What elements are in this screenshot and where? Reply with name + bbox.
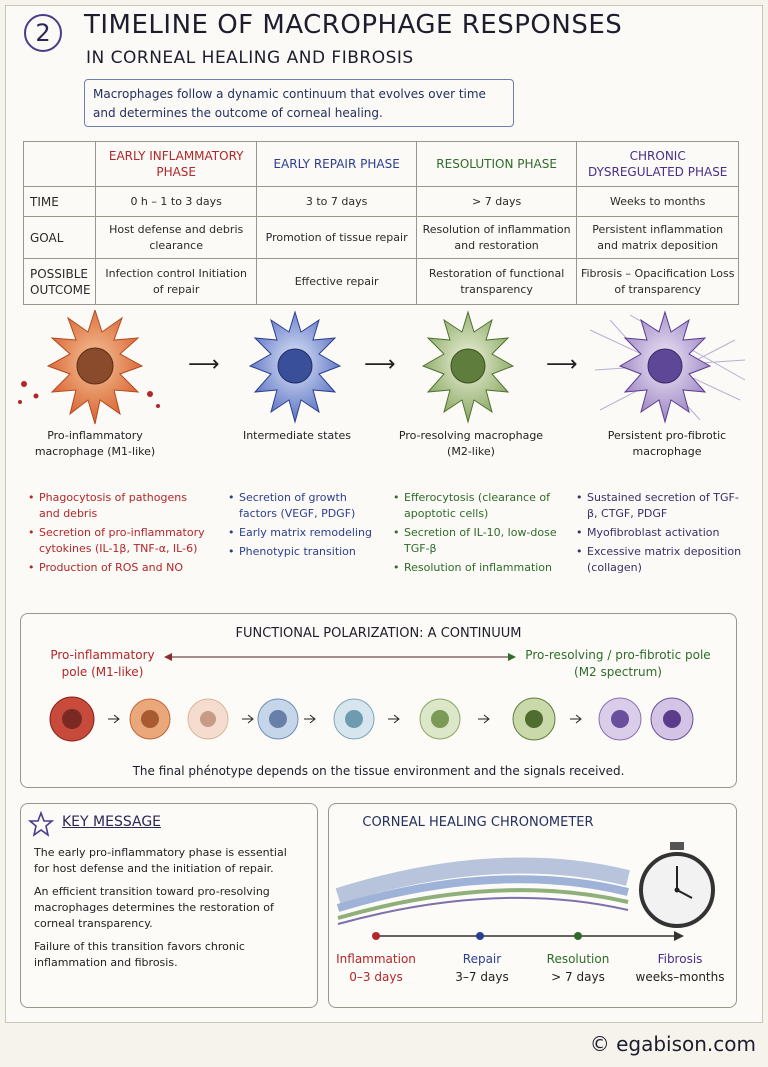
macrophage-intermediate-icon — [250, 312, 340, 422]
continuum-art — [0, 640, 768, 760]
intro-box: Macrophages follow a dynamic continuum that evolves over time and determines the outcome of corneal healing. — [84, 79, 514, 127]
macrophage-fibrotic-icon — [590, 312, 745, 422]
cell-label-fibrotic: Persistent pro-fibrotic macrophage — [607, 429, 727, 458]
stage-name: Resolution — [546, 952, 610, 966]
stage-when: 0–3 days — [349, 970, 403, 984]
arrow-right-icon — [242, 715, 253, 723]
key-message-title: KEY MESSAGE — [62, 814, 162, 830]
stage-when: 3–7 days — [455, 970, 509, 984]
continuum-cell-icon — [651, 698, 693, 740]
timeline-dot-repair — [476, 932, 484, 940]
continuum-title: FUNCTIONAL POLARIZATION: A CONTINUUM — [235, 626, 522, 641]
page-subtitle: IN CORNEAL HEALING AND FIBROSIS — [86, 48, 414, 68]
phases-table — [23, 141, 739, 305]
cell-time: Weeks to months — [577, 187, 739, 217]
list-item: • Secretion of growth factors (VEGF, PDGF) — [228, 490, 388, 522]
cell-time: > 7 days — [416, 187, 577, 217]
cell-time: 0 h – 1 to 3 days — [95, 187, 257, 217]
stage-when: weeks–months — [635, 970, 725, 984]
row-label-goal: GOAL — [24, 217, 96, 259]
right-pole-label: Pro-resolving / pro-fibrotic pole (M2 spectrum) — [525, 648, 711, 679]
page-title: TIMELINE OF MACROPHAGE RESPONSES — [84, 10, 623, 40]
cell-outcome: Restoration of functional transparency — [416, 259, 577, 305]
continuum-cell-icon — [334, 699, 374, 739]
timeline-dot-resolution — [574, 932, 582, 940]
stage-name: Inflammation — [336, 952, 416, 966]
stage-when: > 7 days — [551, 970, 605, 984]
cell-goal: Host defense and debris clearance — [95, 217, 257, 259]
list-item: • Efferocytosis (clearance of apoptotic cells) — [393, 490, 568, 522]
section-number-badge: 2 — [24, 14, 62, 52]
bullets-m1 — [28, 490, 208, 579]
arrow-right-icon: ⟶ — [364, 352, 396, 377]
arrow-right-icon — [478, 715, 489, 723]
row-label-time: TIME — [24, 187, 96, 217]
bullets-m2 — [393, 490, 568, 579]
cell-goal: Resolution of inflammation and restoration — [416, 217, 577, 259]
copyright-text: © egabison.com — [589, 1032, 756, 1056]
cell-outcome: Infection control Initiation of repair — [95, 259, 257, 305]
list-item: • Sustained secretion of TGF-β, CTGF, PDGF — [576, 490, 746, 522]
continuum-cell-icon — [513, 698, 555, 740]
list-item: • Secretion of IL-10, low-dose TGF-β — [393, 525, 568, 557]
cell-label-m1: Pro-inflammatory macrophage (M1-like) — [34, 429, 156, 458]
chronometer-timeline — [328, 925, 737, 947]
cell-time: 3 to 7 days — [257, 187, 416, 217]
table-row — [24, 187, 739, 217]
table-header-row — [24, 142, 739, 187]
list-item: • Secretion of pro-inflammatory cytokines (IL-1β, TNF-α, IL-6) — [28, 525, 208, 557]
phase-header-early-repair: EARLY REPAIR PHASE — [257, 142, 416, 187]
table-row — [24, 259, 739, 305]
chronometer-title: CORNEAL HEALING CHRONOMETER — [362, 815, 594, 830]
table-corner — [24, 142, 96, 187]
macrophage-m2-icon — [423, 312, 513, 422]
bullets-intermediate — [228, 490, 388, 563]
cell-outcome: Fibrosis – Opacification Loss of transparency — [577, 259, 739, 305]
continuum-footer: The final phénotype depends on the tissue environment and the signals received. — [132, 764, 625, 778]
arrow-right-icon — [388, 715, 399, 723]
arrow-right-icon — [304, 715, 315, 723]
continuum-cell-icon — [258, 699, 298, 739]
continuum-cell-icon — [50, 697, 94, 741]
continuum-cell-icon — [599, 698, 641, 740]
stage-name: Repair — [462, 952, 502, 966]
phase-header-resolution: RESOLUTION PHASE — [416, 142, 577, 187]
left-pole-label: Pro-inflammatory pole (M1-like) — [50, 648, 155, 679]
row-label-outcome: POSSIBLE OUTCOME — [24, 259, 96, 305]
continuum-cell-icon — [188, 699, 228, 739]
cell-goal: Promotion of tissue repair — [257, 217, 416, 259]
key-message-paragraph: The early pro-inflammatory phase is essential for host defense and the initiation of repair. — [34, 846, 287, 875]
list-item: • Phenotypic transition — [228, 544, 388, 560]
stage-resolution — [530, 950, 626, 986]
continuum-cell-icon — [130, 699, 170, 739]
table-row — [24, 217, 739, 259]
stage-fibrosis — [630, 950, 730, 986]
phase-header-early-inflammatory: EARLY INFLAMMATORY PHASE — [95, 142, 257, 187]
arrow-right-icon: ⟶ — [546, 352, 578, 377]
arrow-right-icon — [570, 715, 581, 723]
macrophage-m1-icon — [18, 310, 160, 424]
stage-inflammation — [328, 950, 424, 986]
key-message-paragraph: Failure of this transition favors chronic inflammation and fibrosis. — [34, 940, 245, 969]
continuum-cell-icon — [420, 699, 460, 739]
cell-label-intermediate: Intermediate states — [242, 429, 352, 442]
cell-goal: Persistent inflammation and matrix deposition — [577, 217, 739, 259]
stage-name: Fibrosis — [657, 952, 703, 966]
cell-outcome: Effective repair — [257, 259, 416, 305]
list-item: • Resolution of inflammation — [393, 560, 568, 576]
list-item: • Early matrix remodeling — [228, 525, 388, 541]
arrow-right-icon — [108, 715, 119, 723]
key-message-body — [34, 845, 304, 971]
timeline-dot-inflammation — [372, 932, 380, 940]
stage-repair — [434, 950, 530, 986]
stopwatch-icon — [632, 840, 722, 930]
cell-label-m2: Pro-resolving macrophage (M2-like) — [398, 429, 544, 458]
star-icon — [28, 811, 54, 837]
list-item: • Production of ROS and NO — [28, 560, 208, 576]
arrow-right-icon: ⟶ — [188, 352, 220, 377]
key-message-paragraph: An efficient transition toward pro-resolving macrophages determines the restoration of corneal transparency. — [34, 885, 274, 930]
phase-header-chronic: CHRONIC DYSREGULATED PHASE — [577, 142, 739, 187]
list-item: • Phagocytosis of pathogens and debris — [28, 490, 208, 522]
list-item: • Excessive matrix deposition (collagen) — [576, 544, 746, 576]
list-item: • Myofibroblast activation — [576, 525, 746, 541]
bullets-fibrotic — [576, 490, 746, 579]
